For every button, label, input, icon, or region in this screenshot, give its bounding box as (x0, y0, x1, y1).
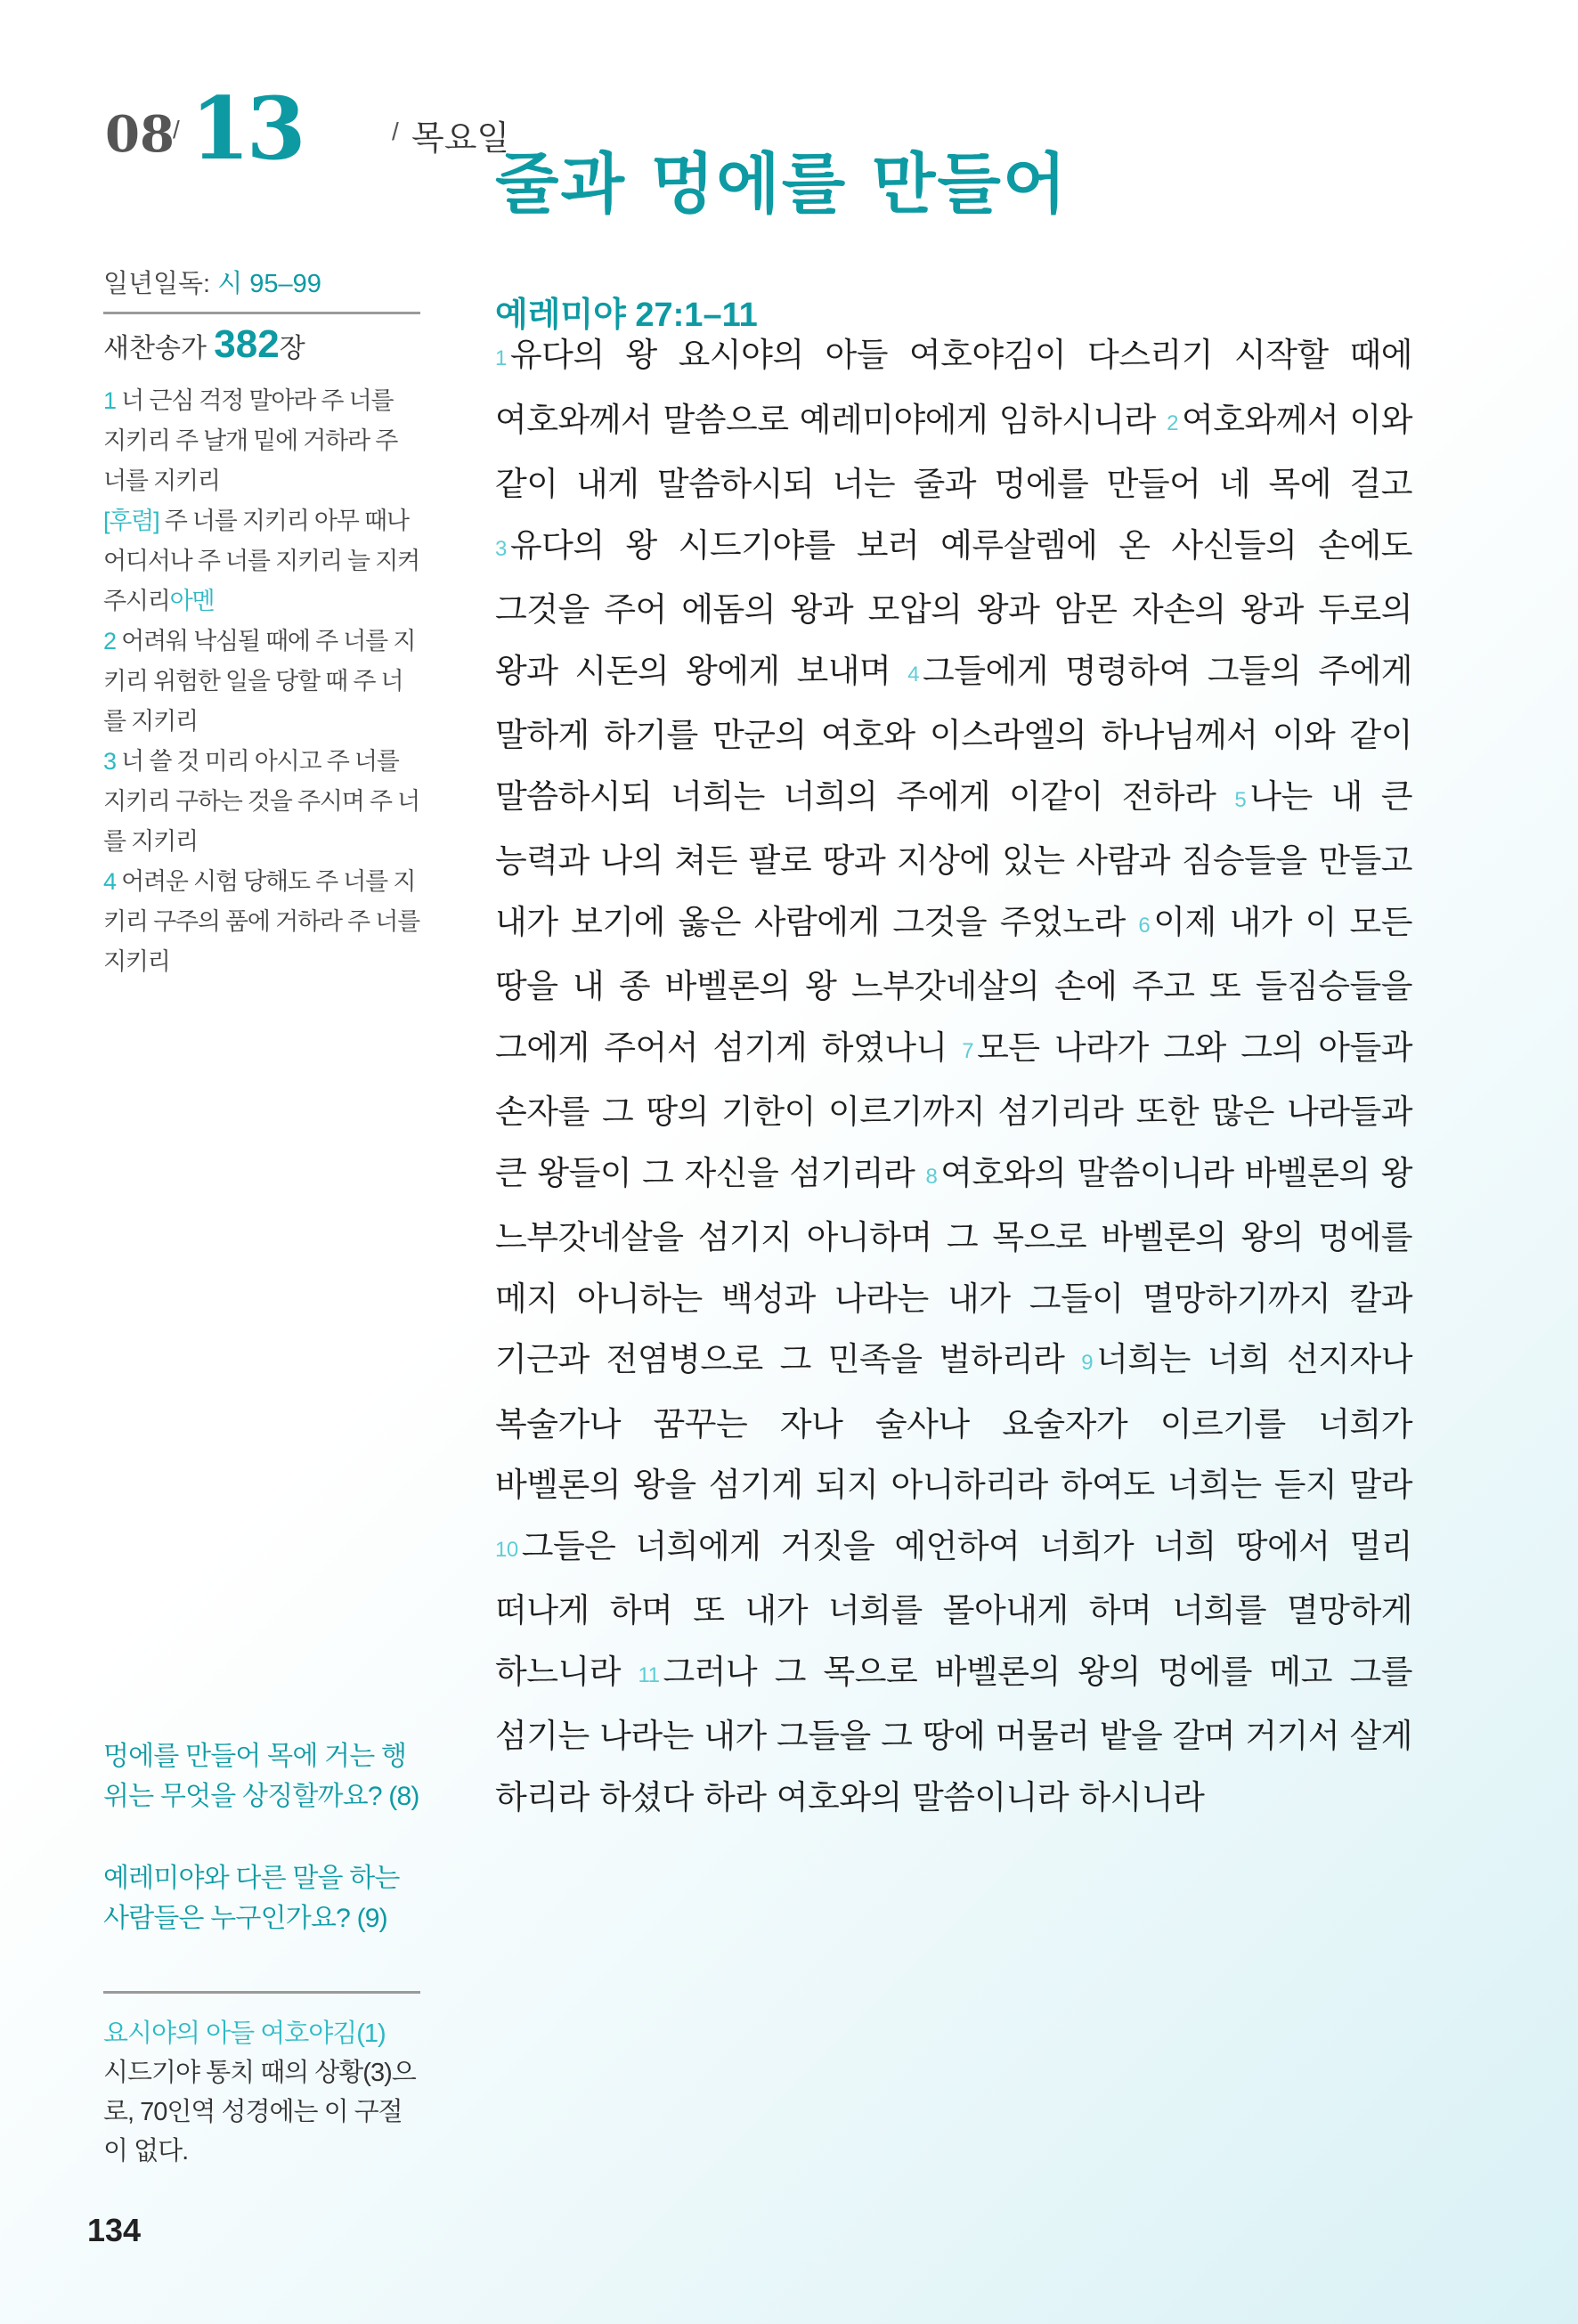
amen-text: 아멘 (169, 588, 215, 614)
lyric-text: 주 너를 지키리 아무 때나 어디서나 주 너를 지키리 늘 지켜 주시리 (103, 508, 419, 614)
lyric-text: 어려워 낙심될 때에 주 너를 지키리 위험한 일을 당할 때 주 너를 지키리 (103, 628, 416, 735)
verse-text: 그러나 그 목으로 바벨론의 왕의 멍에를 메고 그를 섬기는 나라는 내가 그들을 그 땅에 머물러 밭을 갈며 거기서 살게 하리라 하셨다 하라 여호와의 말씀이니라 하시니라 (495, 1652, 1413, 1816)
verse-number: 1 (495, 346, 507, 370)
verse-number: 7 (962, 1038, 974, 1063)
hymn-number: 382 (214, 322, 280, 366)
chorus-tag: [후렴] (103, 508, 159, 534)
reading-label: 일년일독: (103, 270, 211, 298)
page-number: 134 (87, 2212, 142, 2248)
lyric-verse-number: 1 (103, 387, 116, 414)
verse-text: 모든 나라가 그와 그의 아들과 손자를 그 땅의 기한이 이르기까지 섬기리라 또한 많은 나라들과 큰 왕들이 그 자신을 섬기리라 (495, 1028, 1413, 1192)
lyric-verse (103, 862, 420, 982)
annual-reading (103, 264, 420, 300)
verse-number: 2 (1167, 410, 1178, 435)
verse-text: 너희는 너희 선지자나 복술가나 꿈꾸는 자나 술사나 요술자가 이르기를 너희가 바벨론의 왕을 섬기게 되지 아니하리라 하여도 너희는 듣지 말라 (495, 1340, 1413, 1504)
lyric-verse-number: 3 (103, 748, 116, 775)
lyric-text: 너 근심 걱정 말아라 주 너를 지키리 주 날개 밑에 거하라 주 너를 지키리 (103, 387, 398, 494)
verse-text: 그들에게 명령하여 그들의 주에게 말하게 하기를 만군의 여호와 이스라엘의 하나님께서 이와 같이 말씀하시되 너희는 너희의 주에게 이같이 전하라 (495, 651, 1413, 816)
date-separator: / (173, 116, 180, 143)
lyric-verse (103, 742, 420, 862)
hymn-heading (103, 322, 420, 367)
lyric-chorus (103, 501, 420, 622)
verse-text: 나는 내 큰 능력과 나의 쳐든 팔로 땅과 지상에 있는 사람과 짐승들을 만들고 내가 보기에 옳은 사람에게 그것을 주었노라 (495, 776, 1412, 941)
lyric-verse (103, 381, 420, 501)
verse-number: 11 (638, 1662, 660, 1687)
hymn-prefix: 새찬송가 (103, 334, 207, 363)
lyric-verse (103, 622, 420, 742)
verse-number: 3 (495, 536, 507, 561)
verse-number: 5 (1234, 787, 1247, 812)
hymn-suffix: 장 (279, 334, 305, 363)
reflection-question-1: 멍에를 만들어 목에 거는 행위는 무엇을 상징할까요? (8) (103, 1742, 419, 1811)
lyric-verse-number: 4 (103, 868, 116, 895)
lyric-verse-number: 2 (103, 628, 116, 654)
date-weekday: 목요일 (411, 120, 510, 158)
lyric-text: 어려운 시험 당해도 주 너를 지키리 구주의 품에 거하라 주 너를 지키리 (103, 868, 419, 975)
lyric-text: 너 쓸 것 미리 아시고 주 너를 지키리 구하는 것을 주시며 주 너를 지키리 (103, 748, 419, 855)
study-note-heading: 요시야의 아들 여호야김(1) (103, 2019, 386, 2048)
date-day: 13 (191, 78, 303, 179)
date-month: 08 (105, 105, 175, 164)
verse-text: 유다의 왕 요시야의 아들 여호야김이 다스리기 시작할 때에 여호와께서 말씀으로 예레미야에게 임하시니라 (495, 336, 1412, 439)
divider (103, 312, 420, 314)
verse-number: 4 (907, 662, 920, 687)
divider (103, 1991, 420, 1994)
verse-number: 9 (1081, 1351, 1094, 1375)
verse-text: 여호와의 말씀이니라 바벨론의 왕 느부갓네살을 섬기지 아니하며 그 목으로 바벨론의 왕의 멍에를 메지 아니하는 백성과 나라는 내가 그들이 멸망하기까지 칼과 기근과 전염병으로 그 민족을 벌하리라 (495, 1153, 1412, 1378)
verse-text: 유다의 왕 시드기야를 보러 예루살렘에 온 사신들의 손에도 그것을 주어 에돔의 왕과 모압의 왕과 암몬 자손의 왕과 두로의 왕과 시돈의 왕에게 보내며 (495, 525, 1412, 690)
verse-number: 8 (925, 1164, 938, 1189)
verse-text: 여호와께서 이와 같이 내게 말씀하시되 너는 줄과 멍에를 만들어 네 목에 걸고 (495, 400, 1412, 503)
study-note (103, 2014, 420, 2171)
reading-reference: 시 95–99 (217, 270, 321, 298)
verse-text: 그들은 너희에게 거짓을 예언하여 너희가 너희 땅에서 멀리 떠나게 하며 또 내가 너희를 몰아내게 하며 너희를 멸망하게 하느니라 (495, 1526, 1412, 1691)
date-separator: / (392, 118, 399, 145)
scripture-text (495, 325, 1412, 1828)
verse-number: 10 (495, 1537, 518, 1562)
scripture-reference: 예레미야 27:1–11 (495, 296, 758, 334)
hymn-lyrics (103, 381, 420, 982)
study-note-body: 시드기야 통치 때의 상황(3)으로, 70인역 성경에는 이 구절이 없다. (103, 2059, 416, 2166)
page-title: 줄과 멍에를 만들어 (495, 145, 1069, 223)
verse-text: 이제 내가 이 모든 땅을 내 종 바벨론의 왕 느부갓네살의 손에 주고 또 들짐승들을 그에게 주어서 섬기게 하였나니 (495, 902, 1412, 1067)
verse-number: 6 (1138, 913, 1151, 938)
reflection-question-2: 예레미야와 다른 말을 하는 사람들은 누구인가요? (9) (103, 1864, 400, 1933)
